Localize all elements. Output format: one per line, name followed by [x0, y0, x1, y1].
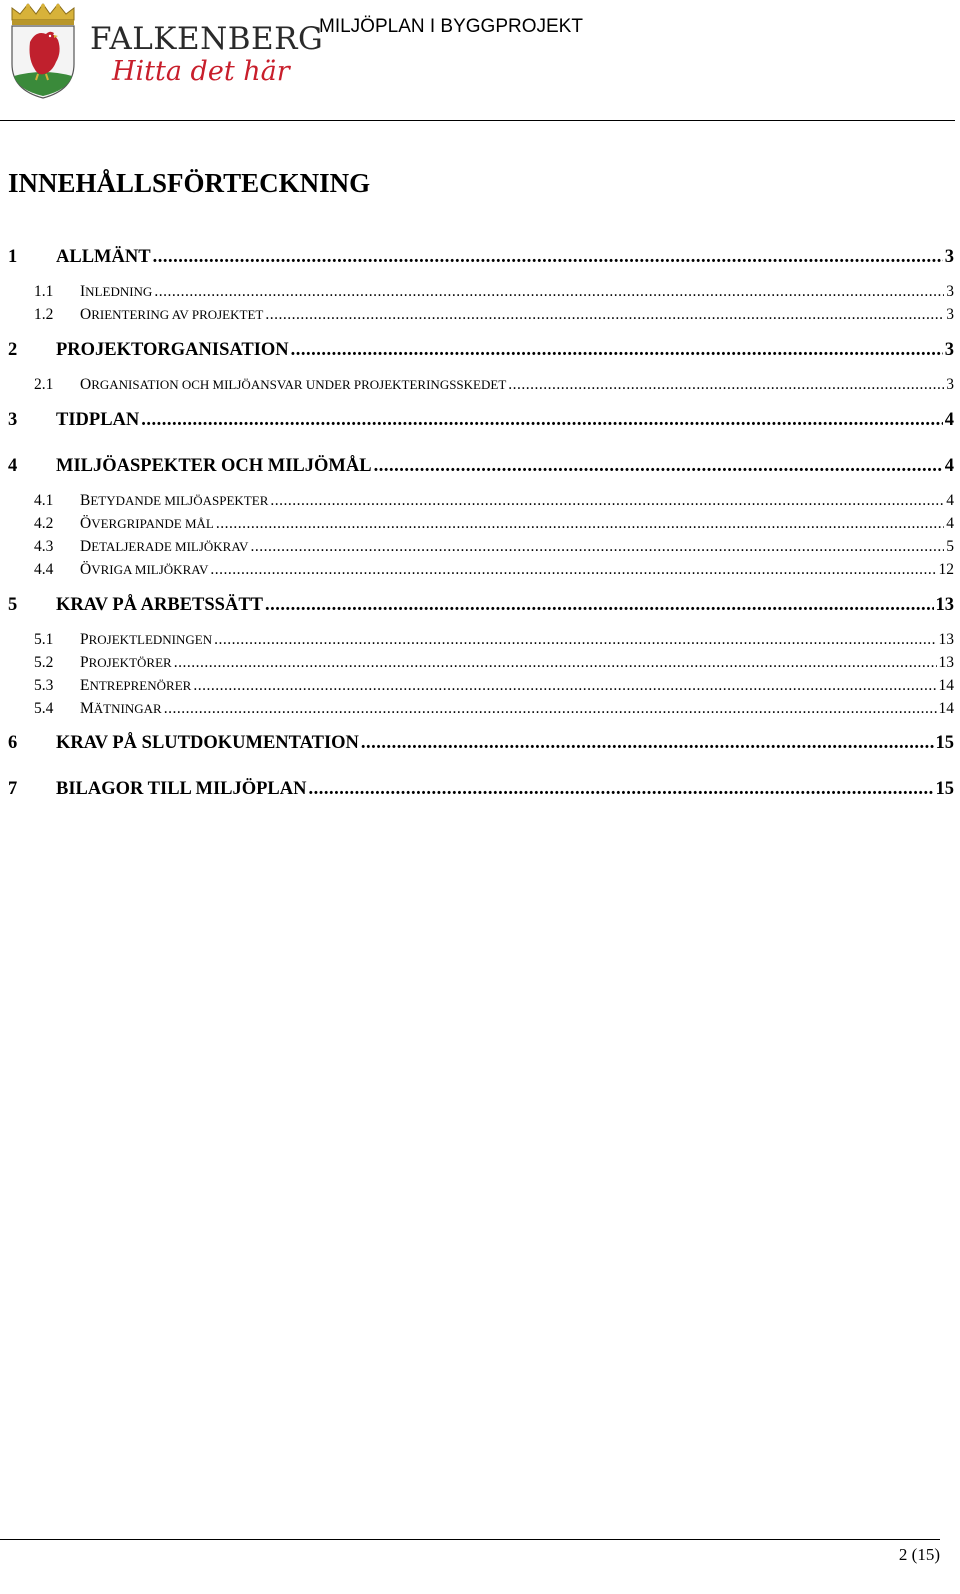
toc-entry[interactable]: [8, 340, 954, 361]
toc-entry-label: [80, 376, 506, 394]
toc-leader: [361, 733, 934, 754]
toc-entry-number: 4: [8, 456, 18, 476]
toc-entry-page: 3: [944, 340, 954, 360]
toc-leader: [193, 677, 936, 695]
toc-entry-page: 15: [935, 779, 954, 799]
toc-entry-label-initial: P: [80, 654, 89, 671]
toc-entry[interactable]: [8, 492, 954, 510]
toc-leader: [291, 340, 943, 361]
toc-entry[interactable]: [8, 733, 954, 754]
toc-entry-label: [80, 283, 152, 301]
brand-tagline: Hitta det här: [112, 56, 290, 87]
toc-entry-number: 5.4: [34, 700, 54, 717]
toc-leader: [265, 306, 944, 324]
toc-entry[interactable]: [8, 561, 954, 579]
toc-entry-label: KRAV PÅ ARBETSSÄTT: [56, 595, 263, 615]
toc-entry-page: 13: [938, 631, 954, 648]
toc-entry-page: 3: [944, 247, 954, 267]
toc-entry-page: 3: [946, 283, 954, 300]
toc-entry-label-initial: P: [80, 631, 89, 648]
toc-entry-label-initial: O: [80, 376, 92, 393]
toc-entry-label-rest: NLEDNING: [85, 284, 153, 299]
toc-entry-number: 1.1: [34, 283, 54, 300]
toc-entry-number: 5: [8, 595, 18, 615]
toc-entry-label-rest: NTREPRENÖRER: [89, 678, 192, 693]
toc-entry-label: [80, 677, 191, 695]
toc-entry-label: MILJÖASPEKTER OCH MILJÖMÅL: [56, 456, 372, 476]
toc-entry[interactable]: [8, 306, 954, 324]
falkenberg-logo: [8, 2, 324, 102]
toc-entry-label: [80, 306, 263, 324]
page-header: [0, 0, 960, 120]
toc-entry-label-rest: ROJEKTÖRER: [88, 655, 172, 670]
footer-divider: [0, 1539, 940, 1540]
toc-entry-number: 4.1: [34, 492, 54, 509]
toc-entry-number: 7: [8, 779, 18, 799]
toc-entry-page: 4: [946, 492, 954, 509]
toc-leader: [141, 410, 942, 431]
toc-entry[interactable]: [8, 247, 954, 268]
toc-entry[interactable]: [8, 283, 954, 301]
toc-entry-label: [80, 700, 162, 718]
toc-entry-number: 1: [8, 247, 18, 267]
toc-entry-label-rest: ÄTNINGAR: [93, 701, 162, 716]
toc-entry-number: 4.4: [34, 561, 54, 578]
toc-entry[interactable]: [8, 631, 954, 649]
toc-entry-label: KRAV PÅ SLUTDOKUMENTATION: [56, 733, 359, 753]
toc-leader: [210, 561, 936, 579]
toc-entry-label-rest: ROJEKTLEDNINGEN: [88, 632, 213, 647]
toc-leader: [270, 492, 944, 510]
toc-entry-number: 2: [8, 340, 18, 360]
toc-entry-number: 4.3: [34, 538, 54, 555]
toc-leader: [216, 515, 944, 533]
toc-entry-label-rest: ETALJERADE MILJÖKRAV: [91, 539, 249, 554]
toc-entry-label-initial: D: [80, 538, 92, 555]
toc-leader: [250, 538, 944, 556]
toc-entry-label-initial: E: [80, 677, 90, 694]
toc-entry[interactable]: [8, 654, 954, 672]
toc-entry-label-rest: RIENTERING AV PROJEKTET: [91, 307, 264, 322]
toc-entry-page: 15: [935, 733, 954, 753]
toc-leader: [309, 779, 934, 800]
toc-entry-label: BILAGOR TILL MILJÖPLAN: [56, 779, 307, 799]
toc-entry-label-initial: B: [80, 492, 91, 509]
toc-entry-page: 3: [946, 306, 954, 323]
toc-entry[interactable]: [8, 538, 954, 556]
toc-entry[interactable]: [8, 376, 954, 394]
toc-entry-number: 3: [8, 410, 18, 430]
toc-leader: [154, 283, 944, 301]
toc-entry-page: 14: [938, 677, 954, 694]
toc-leader: [164, 700, 937, 718]
toc-entry-label-rest: RGANISATION OCH MILJÖANSVAR UNDER PROJEKTERINGSSKEDET: [91, 377, 507, 392]
toc-heading: INNEHÅLLSFÖRTECKNING: [8, 168, 371, 198]
toc-entry-label: PROJEKTORGANISATION: [56, 340, 289, 360]
toc-entry-label: ALLMÄNT: [56, 247, 151, 267]
toc-entry-page: 3: [946, 376, 954, 393]
toc-entry[interactable]: [8, 677, 954, 695]
toc-leader: [374, 456, 943, 477]
toc-entry-number: 1.2: [34, 306, 54, 323]
toc-entry-label: [80, 492, 268, 510]
toc-entry-page: 13: [938, 654, 954, 671]
toc-entry-label-initial: Ö: [80, 561, 92, 578]
brand-name: FALKENBERG: [90, 21, 324, 57]
toc-entry-label-initial: O: [80, 306, 92, 323]
toc-entry-number: 5.2: [34, 654, 54, 671]
falkenberg-crest-icon: [8, 2, 78, 100]
toc-entry-number: 2.1: [34, 376, 54, 393]
toc-leader: [508, 376, 944, 394]
toc-entry-page: 5: [946, 538, 954, 555]
toc-entry-number: 5.3: [34, 677, 54, 694]
toc-entry-page: 4: [944, 410, 954, 430]
toc-entry[interactable]: [8, 456, 954, 477]
toc-entry-page: 12: [938, 561, 954, 578]
toc-entry[interactable]: [8, 595, 954, 616]
document-title: MILJÖPLAN I BYGGPROJEKT: [319, 16, 583, 37]
toc-entry[interactable]: [8, 779, 954, 800]
toc-entry-number: 4.2: [34, 515, 54, 532]
toc-entry-label: [80, 561, 208, 579]
toc-entry-label: [80, 654, 172, 672]
toc-entry-label-rest: ETYDANDE MILJÖASPEKTER: [90, 493, 269, 508]
toc-entry[interactable]: [8, 700, 954, 718]
toc-leader: [265, 595, 934, 616]
toc-entry-label: [80, 538, 248, 556]
toc-entry-label: [80, 631, 212, 649]
toc-entry[interactable]: [8, 515, 954, 533]
toc-leader: [153, 247, 943, 268]
toc-entry[interactable]: [8, 410, 954, 431]
toc-entry-label-initial: Ö: [80, 515, 92, 532]
toc-entry-page: 4: [946, 515, 954, 532]
toc-entry-label-rest: VRIGA MILJÖKRAV: [91, 562, 209, 577]
page-indicator: 2 (15): [898, 1545, 940, 1564]
toc-leader: [214, 631, 936, 649]
toc-entry-label-rest: VERGRIPANDE MÅL: [91, 516, 214, 531]
toc-entry-number: 5.1: [34, 631, 54, 648]
toc-entry-label: [80, 515, 214, 533]
toc-entry-label-initial: M: [80, 700, 94, 717]
toc-entry-label-initial: I: [80, 283, 86, 300]
toc-leader: [174, 654, 937, 672]
header-divider: [0, 120, 955, 121]
toc-entry-page: 4: [944, 456, 954, 476]
toc-entry-page: 13: [935, 595, 954, 615]
toc-entry-number: 6: [8, 733, 18, 753]
toc-entry-label: TIDPLAN: [56, 410, 140, 430]
toc-entry-page: 14: [938, 700, 954, 717]
